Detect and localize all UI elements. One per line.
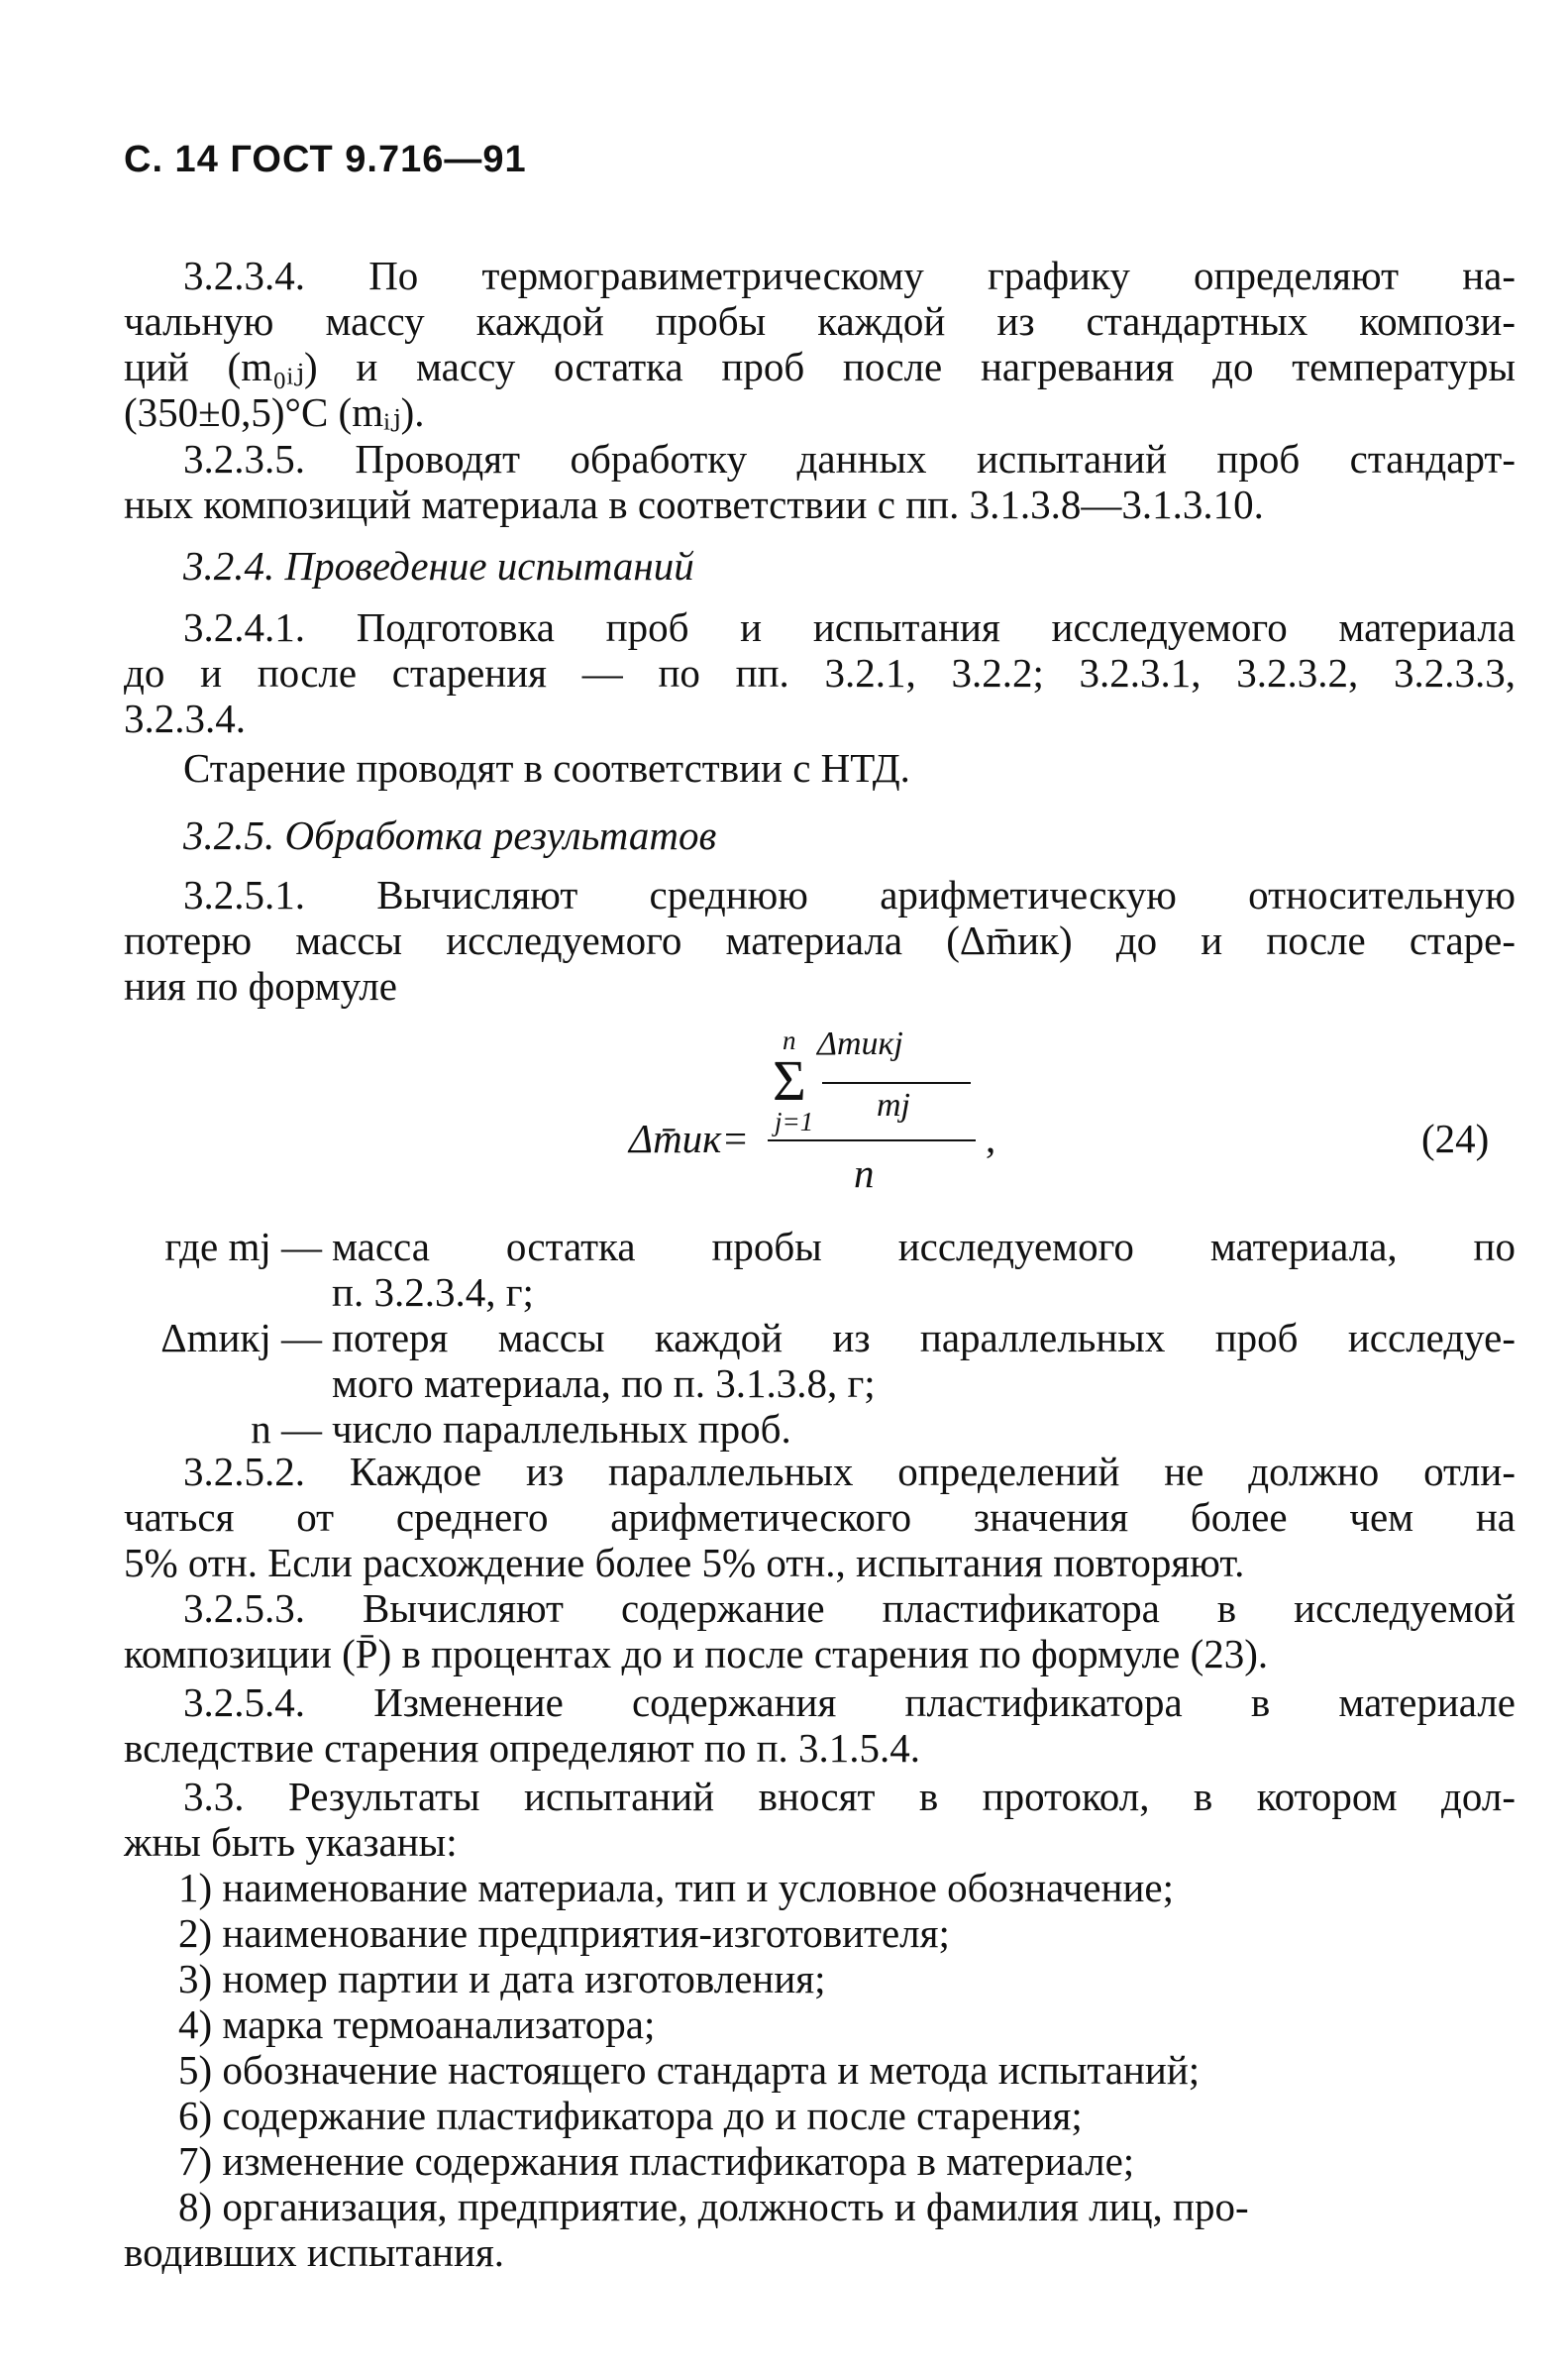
paragraph-3-2-5-4 (124, 1679, 1516, 1771)
text-line: потерю массы исследуемого материала (Δm̄ик) до и после старе- (124, 918, 1516, 963)
text-line: до и после старения — по пп. 3.2.1, 3.2.2; 3.2.3.1, 3.2.3.2, 3.2.3.3, (124, 650, 1516, 696)
list-item: 5) обозначение настоящего стандарта и метода испытаний; (178, 2047, 1201, 2093)
text-line: 3.2.5.2. Каждое из параллельных определений не должно отли- (183, 1449, 1516, 1494)
list-item: 4) марка термоанализатора; (178, 2001, 656, 2047)
text-line: 3.3. Результаты испытаний вносят в протокол, в котором дол- (183, 1774, 1516, 1819)
legend-row (124, 1315, 1516, 1406)
text-line: ций (m₀ᵢⱼ) и массу остатка проб после нагревания до температуры (124, 344, 1516, 389)
sigma-symbol: Σ (773, 1048, 806, 1113)
protocol-items-list (178, 1865, 1516, 2229)
text-line: ных композиций материала в соответствии с пп. 3.1.3.8—3.1.3.10. (124, 482, 1264, 527)
equation-number: (24) (1421, 1116, 1490, 1161)
formula-legend (124, 1224, 1516, 1452)
paragraph-3-2-5-2 (124, 1449, 1516, 1585)
section-heading-3-2-5: 3.2.5. Обработка результатов (183, 812, 717, 858)
sum-lower-limit: j=1 (775, 1107, 814, 1136)
list-item: 2) наименование предприятия-изготовителя; (178, 1910, 950, 1956)
outer-fraction-bar (768, 1139, 976, 1141)
list-item-continuation: водивших испытания. (124, 2229, 505, 2275)
text-line: 3.2.3.5. Проводят обработку данных испытаний проб стандарт- (183, 436, 1516, 482)
inner-fraction-bar (822, 1082, 971, 1084)
text-line: чальную массу каждой пробы каждой из стандартных компози- (124, 298, 1516, 344)
outer-denominator: n (854, 1150, 875, 1196)
legend-term: где mj — (164, 1224, 322, 1269)
page-header: С. 14 ГОСТ 9.716—91 (124, 139, 527, 180)
paragraph-3-2-3-5 (124, 436, 1516, 527)
legend-desc-cont: п. 3.2.3.4, г; (332, 1269, 534, 1315)
text-line: 3.2.3.4. (124, 696, 246, 741)
list-item: 3) номер партии и дата изготовления; (178, 1956, 826, 2001)
text-line: 3.2.3.4. По термогравиметрическому графику определяют на- (183, 253, 1516, 298)
legend-row (124, 1406, 1516, 1452)
legend-desc-cont: мого материала, по п. 3.1.3.8, г; (332, 1360, 876, 1406)
formula-lhs: Δm̄ик= (629, 1116, 750, 1161)
text-line: 3.2.5.3. Вычисляют содержание пластификатора в исследуемой (183, 1585, 1516, 1631)
paragraph-3-2-3-4 (124, 253, 1516, 435)
sum-upper-limit: n (783, 1026, 796, 1055)
list-item: 8) организация, предприятие, должность и фамилия лиц, про- (178, 2184, 1249, 2229)
paragraph-3-2-5-1 (124, 872, 1516, 1009)
paragraph-3-2-4-1 (124, 604, 1516, 741)
legend-desc: масса остатка пробы исследуемого материала, по (332, 1224, 1516, 1269)
legend-desc: число параллельных проб. (332, 1406, 791, 1452)
text-line: чаться от среднего арифметического значения более чем на (124, 1494, 1516, 1540)
text-line: 3.2.4.1. Подготовка проб и испытания исследуемого материала (183, 604, 1516, 650)
text-line: вследствие старения определяют по п. 3.1.5.4. (124, 1725, 921, 1771)
legend-term: n — (251, 1406, 322, 1452)
formula-comma: , (986, 1116, 996, 1161)
section-heading-3-2-4: 3.2.4. Проведение испытаний (183, 543, 694, 589)
aging-note: Старение проводят в соответствии с НТД. (183, 745, 910, 791)
text-line: композиции (P̄) в процентах до и после старения по формуле (23). (124, 1631, 1269, 1676)
inner-numerator: Δmикj (817, 1026, 903, 1062)
text-line: 5% отн. Если расхождение более 5% отн., испытания повторяют. (124, 1540, 1245, 1585)
legend-term: Δmикj — (160, 1315, 322, 1360)
text-line: (350±0,5)°С (mᵢⱼ). (124, 389, 425, 435)
list-item: 1) наименование материала, тип и условное обозначение; (178, 1865, 1174, 1910)
list-item: 7) изменение содержания пластификатора в материале; (178, 2138, 1135, 2184)
text-line: ния по формуле (124, 963, 397, 1009)
text-line: жны быть указаны: (124, 1819, 458, 1865)
paragraph-3-2-5-3 (124, 1585, 1516, 1676)
formula-24 (0, 1026, 1568, 1204)
list-item: 6) содержание пластификатора до и после старения; (178, 2093, 1083, 2138)
paragraph-3-3 (124, 1774, 1516, 1865)
legend-desc: потеря массы каждой из параллельных проб исследуе- (332, 1315, 1516, 1360)
legend-row (124, 1224, 1516, 1315)
inner-denominator: mj (877, 1087, 910, 1124)
text-line: 3.2.5.4. Изменение содержания пластификатора в материале (183, 1679, 1516, 1725)
text-line: 3.2.5.1. Вычисляют среднюю арифметическую относительную (183, 872, 1516, 918)
